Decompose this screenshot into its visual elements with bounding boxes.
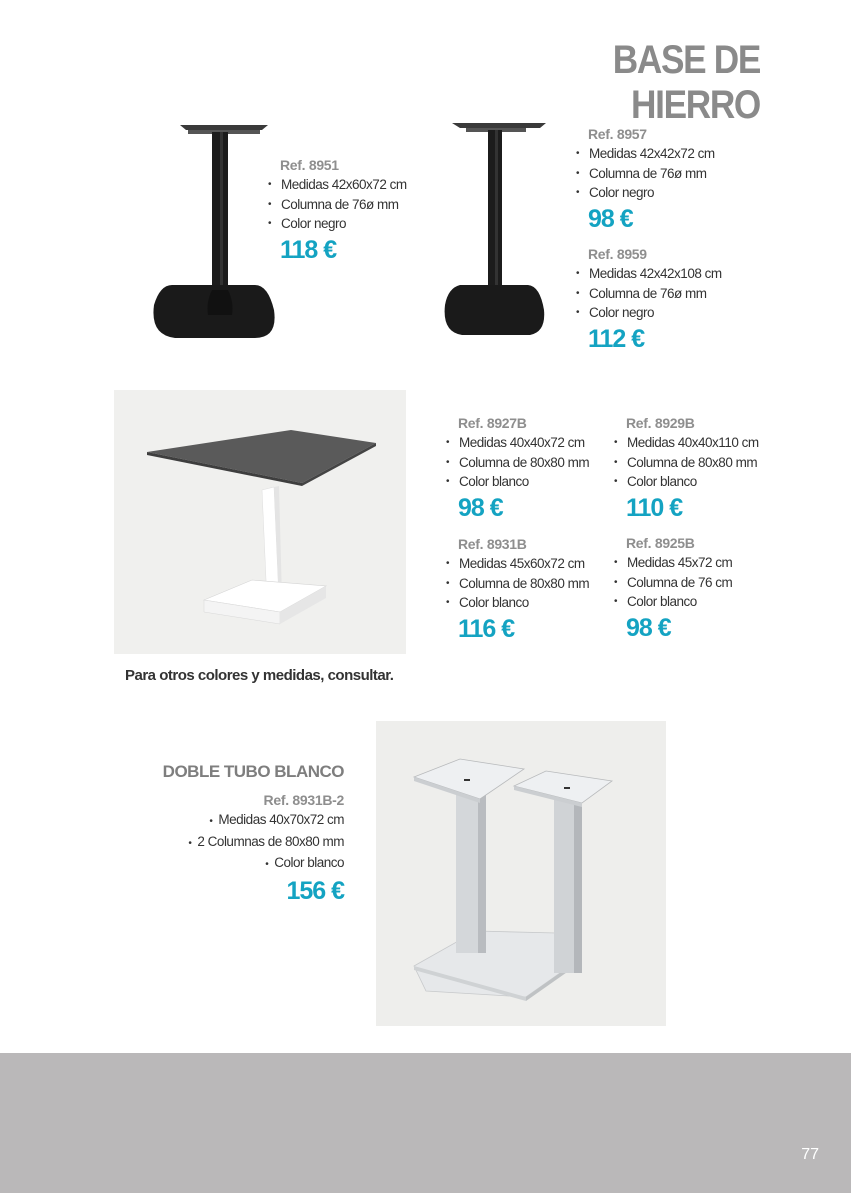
ref-label: Ref. 8929B — [626, 415, 695, 431]
spec-item: • Color blanco — [140, 853, 344, 875]
spec-item: • Columna de 76 cm — [614, 573, 732, 593]
spec-item: • Columna de 76ø mm — [576, 284, 722, 304]
consult-note: Para otros colores y medidas, consultar. — [125, 667, 394, 684]
price: 118 € — [280, 236, 337, 265]
spec-item: • Columna de 76ø mm — [576, 164, 715, 184]
spec-item: • Medidas 40x40x72 cm — [446, 433, 589, 453]
price: 110 € — [626, 494, 683, 523]
footer-bar — [0, 1053, 851, 1193]
product-8931b — [446, 535, 589, 643]
page-title: BASE DE HIERRO — [612, 38, 760, 127]
spec-item: • Color blanco — [446, 472, 589, 492]
product-8957 — [576, 125, 715, 233]
spec-item: • Color negro — [576, 303, 722, 323]
spec-item: • Medidas 42x42x108 cm — [576, 264, 722, 284]
section-heading: DOBLE TUBO BLANCO — [162, 762, 344, 781]
product-8925b — [614, 534, 732, 642]
spec-item: • Medidas 40x70x72 cm — [140, 810, 344, 832]
price: 98 € — [458, 494, 503, 523]
spec-item: • Medidas 45x60x72 cm — [446, 554, 589, 574]
ref-label: Ref. 8925B — [626, 535, 695, 551]
price: 98 € — [588, 205, 633, 234]
product-8931b-2 — [140, 761, 344, 905]
spec-item: • Medidas 42x42x72 cm — [576, 144, 715, 164]
price: 112 € — [588, 325, 645, 354]
page-number: 77 — [801, 1146, 819, 1163]
product-8959 — [576, 245, 722, 353]
spec-item: • Medidas 40x40x110 cm — [614, 433, 759, 453]
price: 98 € — [626, 614, 671, 643]
ref-label: Ref. 8927B — [458, 415, 527, 431]
double-tube-base-image — [376, 721, 666, 1026]
price: 116 € — [458, 615, 515, 644]
ref-label: Ref. 8951 — [280, 157, 339, 173]
price: 156 € — [286, 877, 344, 906]
product-8927b — [446, 414, 589, 522]
spec-item: • 2 Columnas de 80x80 mm — [140, 832, 344, 854]
spec-item: • Color negro — [268, 214, 407, 234]
black-square-base-image — [440, 120, 550, 345]
spec-item: • Color blanco — [446, 593, 589, 613]
ref-label: Ref. 8931B-2 — [263, 792, 344, 808]
ref-label: Ref. 8959 — [588, 246, 647, 262]
black-rect-base-image — [150, 120, 280, 345]
ref-label: Ref. 8957 — [588, 126, 647, 142]
spec-item: • Color blanco — [614, 592, 732, 612]
white-base-table-image — [114, 390, 406, 654]
spec-item: • Color negro — [576, 183, 715, 203]
spec-item: • Columna de 80x80 mm — [446, 574, 589, 594]
ref-label: Ref. 8931B — [458, 536, 527, 552]
product-8951 — [268, 156, 407, 264]
spec-item: • Columna de 76ø mm — [268, 195, 407, 215]
spec-item: • Medidas 42x60x72 cm — [268, 175, 407, 195]
spec-item: • Columna de 80x80 mm — [446, 453, 589, 473]
product-8929b — [614, 414, 759, 522]
spec-item: • Medidas 45x72 cm — [614, 553, 732, 573]
spec-item: • Columna de 80x80 mm — [614, 453, 759, 473]
spec-item: • Color blanco — [614, 472, 759, 492]
